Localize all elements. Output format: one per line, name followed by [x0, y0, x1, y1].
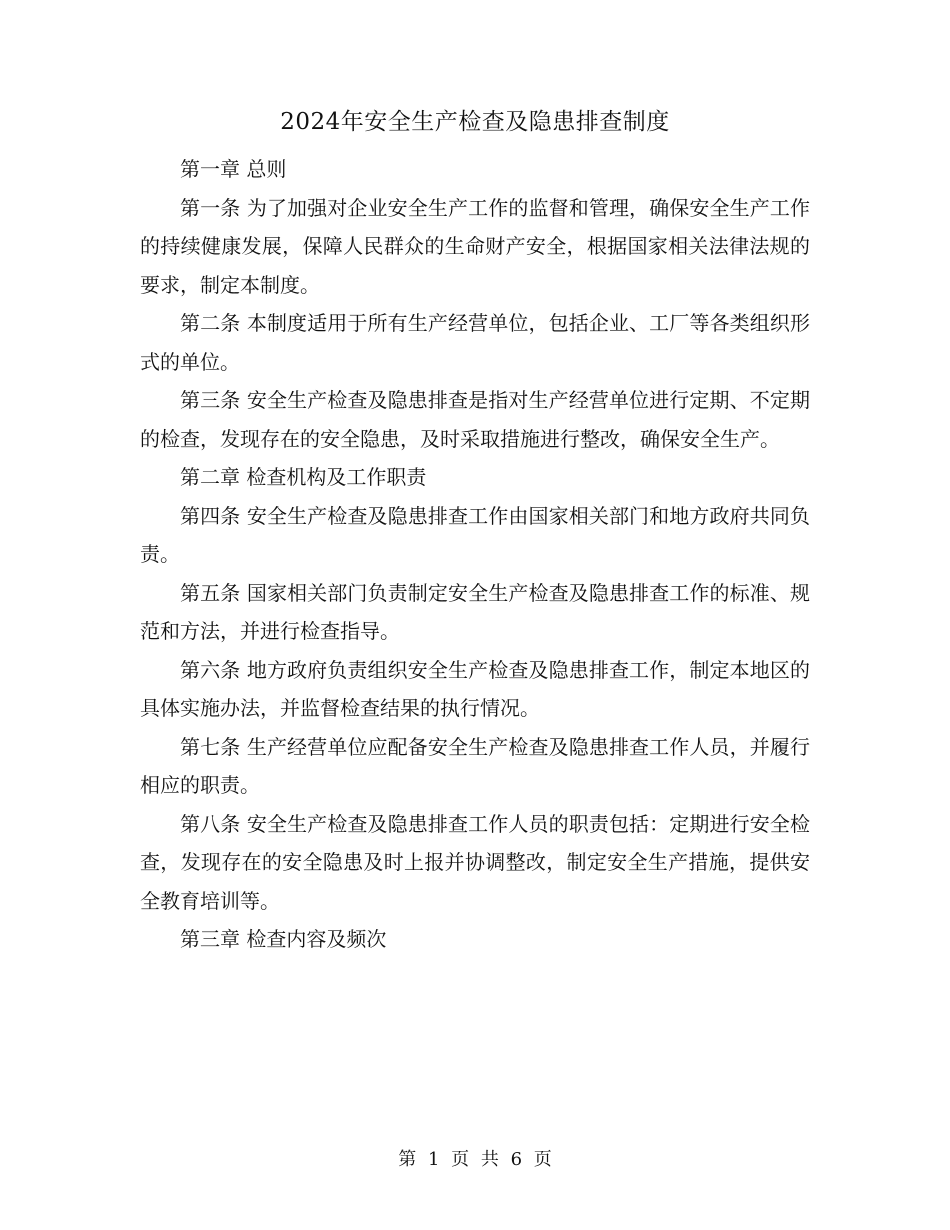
article-paragraph: 第八条 安全生产检查及隐患排查工作人员的职责包括：定期进行安全检查，发现存在的安全隐患及时上报并协调整改，制定安全生产措施，提供安全教育培训等。 [140, 811, 810, 913]
page-number-footer: 第 1 页 共 6 页 [398, 1149, 552, 1170]
article-paragraph: 第四条 安全生产检查及隐患排查工作由国家相关部门和地方政府共同负责。 [140, 503, 810, 566]
article-paragraph: 第六条 地方政府负责组织安全生产检查及隐患排查工作，制定本地区的具体实施办法，并监督检查结果的执行情况。 [140, 657, 810, 720]
article-paragraph: 第七条 生产经营单位应配备安全生产检查及隐患排查工作人员，并履行相应的职责。 [140, 734, 810, 797]
article-paragraph: 第一条 为了加强对企业安全生产工作的监督和管理，确保安全生产工作的持续健康发展，保障人民群众的生命财产安全，根据国家相关法律法规的要求，制定本制度。 [140, 195, 810, 297]
document-title: 2024年安全生产检查及隐患排查制度 [280, 109, 670, 135]
article-paragraph: 第五条 国家相关部门负责制定安全生产检查及隐患排查工作的标准、规范和方法，并进行检查指导。 [140, 580, 810, 643]
chapter-heading: 第三章 检查内容及频次 [180, 927, 387, 951]
chapter-heading: 第一章 总则 [180, 157, 287, 181]
document-body [140, 150, 810, 959]
article-paragraph: 第三条 安全生产检查及隐患排查是指对生产经营单位进行定期、不定期的检查，发现存在的安全隐患，及时采取措施进行整改，确保安全生产。 [140, 388, 810, 451]
chapter-heading: 第二章 检查机构及工作职责 [180, 465, 427, 489]
article-paragraph: 第二条 本制度适用于所有生产经营单位，包括企业、工厂等各类组织形式的单位。 [140, 311, 810, 374]
